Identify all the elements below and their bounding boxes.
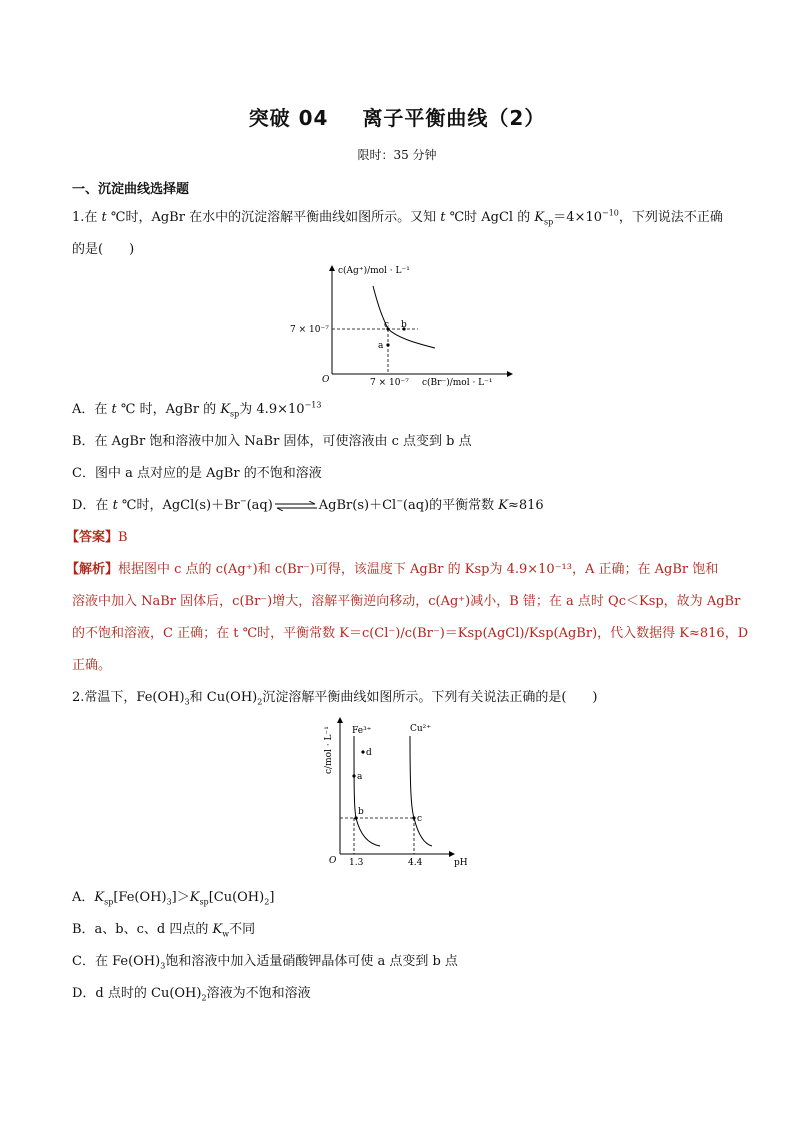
q2-label-d: d: [366, 748, 372, 758]
q1-analysis-line1: 【解析】根据图中 c 点的 c(Ag⁺)和 c(Br⁻)可得，该温度下 AgBr 的 Ksp为 4.9×10⁻¹³，A 正确；在 AgBr 饱和: [66, 562, 719, 577]
q1-analysis-line2: 溶液中加入 NaBr 固体后，c(Br⁻)增大，溶解平衡逆向移动，c(Ag⁺)减小，B 错；在 a 点时 Qc＜Ksp，故为 AgBr: [72, 594, 741, 609]
q2-curve-cu: [410, 736, 432, 846]
q1-answer: 【答案】B: [66, 530, 128, 545]
q1-x-tick: 7 × 10⁻⁷: [370, 378, 409, 388]
q2-stem: 2.常温下，$Fe(OH)_3$和 $Cu(OH)_2$沉淀溶解平衡曲线如图所示。下列有关说法正确的是( ): [72, 690, 598, 707]
q1-option-b: B．在 AgBr 饱和溶液中加入 NaBr 固体，可使溶液由 c 点变到 b 点: [72, 434, 472, 449]
q1-y-tick: 7 × 10⁻⁷: [290, 325, 329, 335]
page-title: [0, 102, 794, 131]
q1-label-c: c: [384, 320, 390, 330]
q1-option-d: D．在 t ℃时，AgCl(s)＋Br−(aq) AgBr(s)＋Cl−(aq)的平衡常数 K≈816: [72, 496, 544, 513]
q2-label-b: b: [358, 807, 364, 817]
q2-point-a: [352, 774, 355, 777]
q2-option-b: B．a、b、c、d 四点的 $K_w$不同: [72, 922, 256, 939]
q1-point-a: [386, 343, 389, 346]
q1-analysis-line3: 的不饱和溶液，C 正确；在 t ℃时，平衡常数 K＝c(Cl⁻)/c(Br⁻)＝Ksp(AgCl)/Ksp(AgBr)，代入数据得 K≈816，D: [72, 626, 749, 641]
q2-option-d: D．d 点时的 $Cu(OH)_2$溶液为不饱和溶液: [72, 986, 311, 1003]
q2-label-a: a: [357, 772, 363, 782]
equilibrium-arrow-icon: [273, 501, 319, 511]
time-limit: 限时：35 分钟: [357, 148, 437, 162]
q1-option-a: A．在 t ℃ 时，AgBr 的 $K_{sp}$为 $4.9\times 10^{-13}$: [72, 400, 322, 419]
q1-x-label: c(Br⁻)/mol · L⁻¹: [422, 378, 493, 388]
q2-option-a: A．$K_{sp}[Fe(OH)_3]>K_{sp}[Cu(OH)_2]$: [72, 890, 275, 907]
q2-point-c: [412, 816, 415, 819]
q2-x-tick1: 1.3: [349, 858, 364, 868]
q1-label-a: a: [378, 341, 384, 351]
q2-option-c: C．在 $Fe(OH)_3$饱和溶液中加入适量硝酸钾晶体可使 a 点变到 b 点: [72, 954, 458, 971]
q2-point-d: [361, 750, 364, 753]
q2-label-cu: Cu²⁺: [410, 724, 432, 734]
q1-option-c: C．图中 a 点对应的是 AgBr 的不饱和溶液: [72, 466, 322, 481]
q2-chart: [312, 716, 482, 868]
q1-analysis-line4: 正确。: [72, 658, 112, 673]
q2-label-c: c: [417, 814, 423, 824]
q1-curve: [373, 286, 435, 348]
title-part2: 离子平衡曲线（2）: [362, 106, 546, 130]
q2-x-label: pH: [454, 858, 468, 868]
q1-label-b: b: [401, 320, 407, 330]
q2-origin: O: [329, 856, 337, 866]
title-part1: 突破 04: [248, 106, 329, 130]
q1-origin: O: [322, 375, 330, 385]
section-title: 一、沉淀曲线选择题: [72, 182, 190, 197]
q1-chart: [280, 258, 520, 390]
q1-stem: 1.在 t ℃时，AgBr 在水中的沉淀溶解平衡曲线如图所示。又知 t ℃时 AgCl 的 $K_{sp}=4\times 10^{-10}$，下列说法不正确的是( ): [72, 208, 723, 257]
q1-y-label: c(Ag⁺)/mol · L⁻¹: [338, 266, 410, 276]
q2-y-label: c/mol · L⁻¹: [324, 726, 334, 774]
q2-label-fe: Fe³⁺: [352, 726, 372, 736]
q2-x-tick2: 4.4: [408, 858, 423, 868]
